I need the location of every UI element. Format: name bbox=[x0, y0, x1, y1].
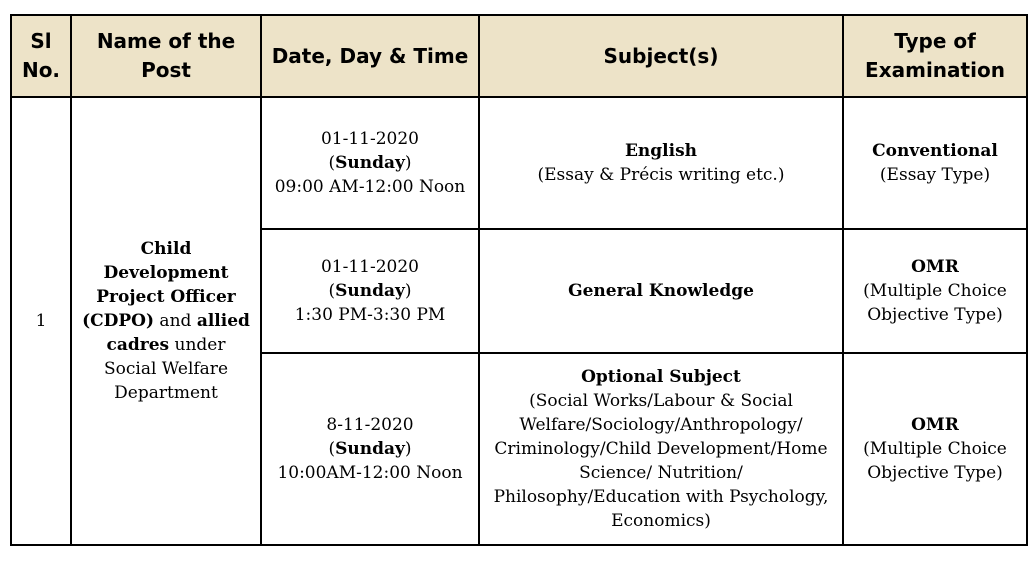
exam-type-title: OMR bbox=[911, 415, 959, 435]
post-name-cell bbox=[71, 97, 261, 545]
exam-date: 8-11-2020 bbox=[326, 415, 414, 435]
exam-schedule-table bbox=[10, 14, 1028, 546]
subject-cell bbox=[479, 229, 843, 353]
exam-date: 01-11-2020 bbox=[320, 257, 419, 277]
subject-title: English bbox=[624, 141, 698, 161]
subject-title: Optional Subject bbox=[581, 367, 741, 387]
header-row bbox=[11, 15, 1027, 97]
post-connector: and bbox=[154, 311, 197, 331]
header-date-time: Date, Day & Time bbox=[261, 15, 479, 97]
exam-day: (Sunday) bbox=[328, 439, 412, 459]
exam-type-cell bbox=[843, 229, 1027, 353]
exam-type-detail: (Multiple Choice Objective Type) bbox=[863, 281, 1007, 325]
post-department: under Social Welfare Department bbox=[103, 335, 228, 403]
exam-type-detail: (Multiple Choice Objective Type) bbox=[863, 439, 1007, 483]
header-sl-no: Sl No. bbox=[11, 15, 71, 97]
exam-type-detail: (Essay Type) bbox=[879, 165, 991, 185]
exam-schedule bbox=[10, 14, 1028, 546]
exam-time: 1:30 PM-3:30 PM bbox=[294, 305, 446, 325]
exam-time: 09:00 AM-12:00 Noon bbox=[274, 177, 466, 197]
table-row bbox=[11, 97, 1027, 229]
exam-type-cell bbox=[843, 353, 1027, 545]
date-cell bbox=[261, 353, 479, 545]
date-cell bbox=[261, 97, 479, 229]
exam-day: (Sunday) bbox=[328, 281, 412, 301]
date-cell bbox=[261, 229, 479, 353]
post-title: Child Development Project Officer (CDPO) bbox=[82, 239, 236, 331]
exam-type-cell bbox=[843, 97, 1027, 229]
subject-cell bbox=[479, 97, 843, 229]
header-subjects: Subject(s) bbox=[479, 15, 843, 97]
post-allied: allied cadres bbox=[106, 311, 250, 355]
header-post-name: Name of the Post bbox=[71, 15, 261, 97]
exam-type-title: OMR bbox=[911, 257, 959, 277]
exam-date: 01-11-2020 bbox=[320, 129, 419, 149]
header-exam-type: Type of Examination bbox=[843, 15, 1027, 97]
subject-detail: (Social Works/Labour & Social Welfare/Sociology/Anthropology/ Criminology/Child Development/Home Science/ Nutrition/ Philosophy/Education with Psychology, Economics) bbox=[493, 391, 829, 531]
exam-day: (Sunday) bbox=[328, 153, 412, 173]
subject-title: General Knowledge bbox=[568, 281, 754, 301]
subject-cell bbox=[479, 353, 843, 545]
sl-no-cell: 1 bbox=[11, 97, 71, 545]
exam-type-title: Conventional bbox=[872, 141, 998, 161]
exam-time: 10:00AM-12:00 Noon bbox=[277, 463, 463, 483]
subject-detail: (Essay & Précis writing etc.) bbox=[537, 165, 785, 185]
